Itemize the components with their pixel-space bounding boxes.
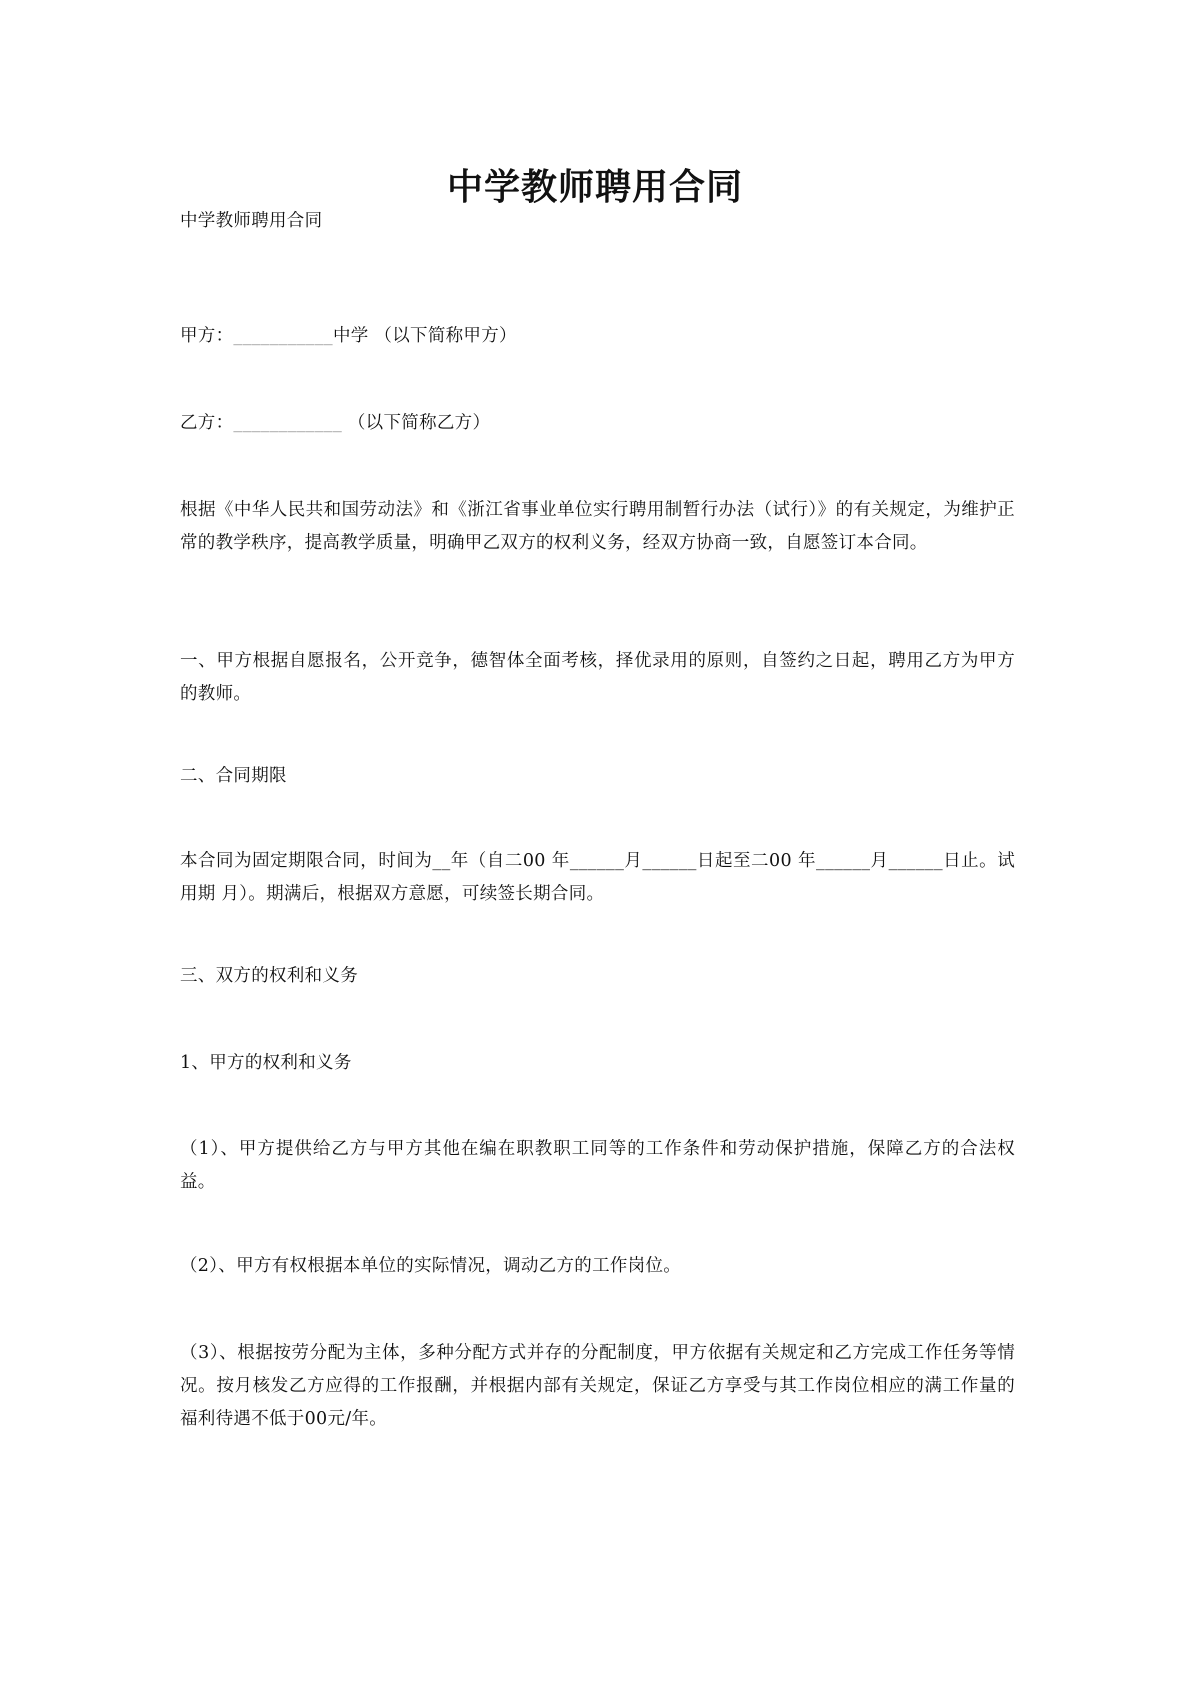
document-title: 中学教师聘用合同 [446, 167, 743, 208]
clause-3-sub1-item3: （3）、根据按劳分配为主体，多种分配方式并存的分配制度，甲方依据有关规定和乙方完成工作任务等情况。按月核发乙方应得的工作报酬，并根据内部有关规定，保证乙方享受与其工作岗位相应的满工作量的福利待遇不低于00元/年。 [180, 1343, 1015, 1429]
clause-3-sub1-item1: （1）、甲方提供给乙方与甲方其他在编在职教职工同等的工作条件和劳动保护措施，保障乙方的合法权益。 [180, 1139, 1015, 1192]
party-a-line [180, 320, 1015, 353]
party-b-label: 乙方： [180, 413, 234, 433]
party-a-suffix: 中学 （以下简称甲方） [332, 326, 517, 346]
clause-2-body: 本合同为固定期限合同，时间为__年（自二00 年______月______日起至二00 年______月______日止。试用期 月）。期满后，根据双方意愿，可续签长期合同。 [180, 851, 1015, 904]
preamble-paragraph: 根据《中华人民共和国劳动法》和《浙江省事业单位实行聘用制暂行办法（试行）》的有关规定，为维护正常的教学秩序，提高教学质量，明确甲乙双方的权利义务，经双方协商一致，自愿签订本合同。 [180, 500, 1015, 553]
party-a-blank: ___________ [233, 326, 333, 346]
party-b-blank: ____________ [233, 413, 343, 433]
document-subtitle: 中学教师聘用合同 [180, 211, 323, 231]
clause-1-paragraph: 一、甲方根据自愿报名，公开竞争，德智体全面考核，择优录用的原则，自签约之日起，聘用乙方为甲方的教师。 [180, 651, 1015, 704]
party-b-suffix: （以下简称乙方） [342, 413, 491, 433]
party-b-line [180, 407, 1015, 440]
clause-3-sub1-item2: （2）、甲方有权根据本单位的实际情况，调动乙方的工作岗位。 [180, 1256, 682, 1276]
clause-3-sub1-heading: 1、甲方的权利和义务 [180, 1053, 352, 1073]
clause-2-heading: 二、合同期限 [180, 766, 287, 786]
party-a-label: 甲方： [180, 326, 234, 346]
clause-3-heading: 三、双方的权利和义务 [180, 966, 358, 986]
